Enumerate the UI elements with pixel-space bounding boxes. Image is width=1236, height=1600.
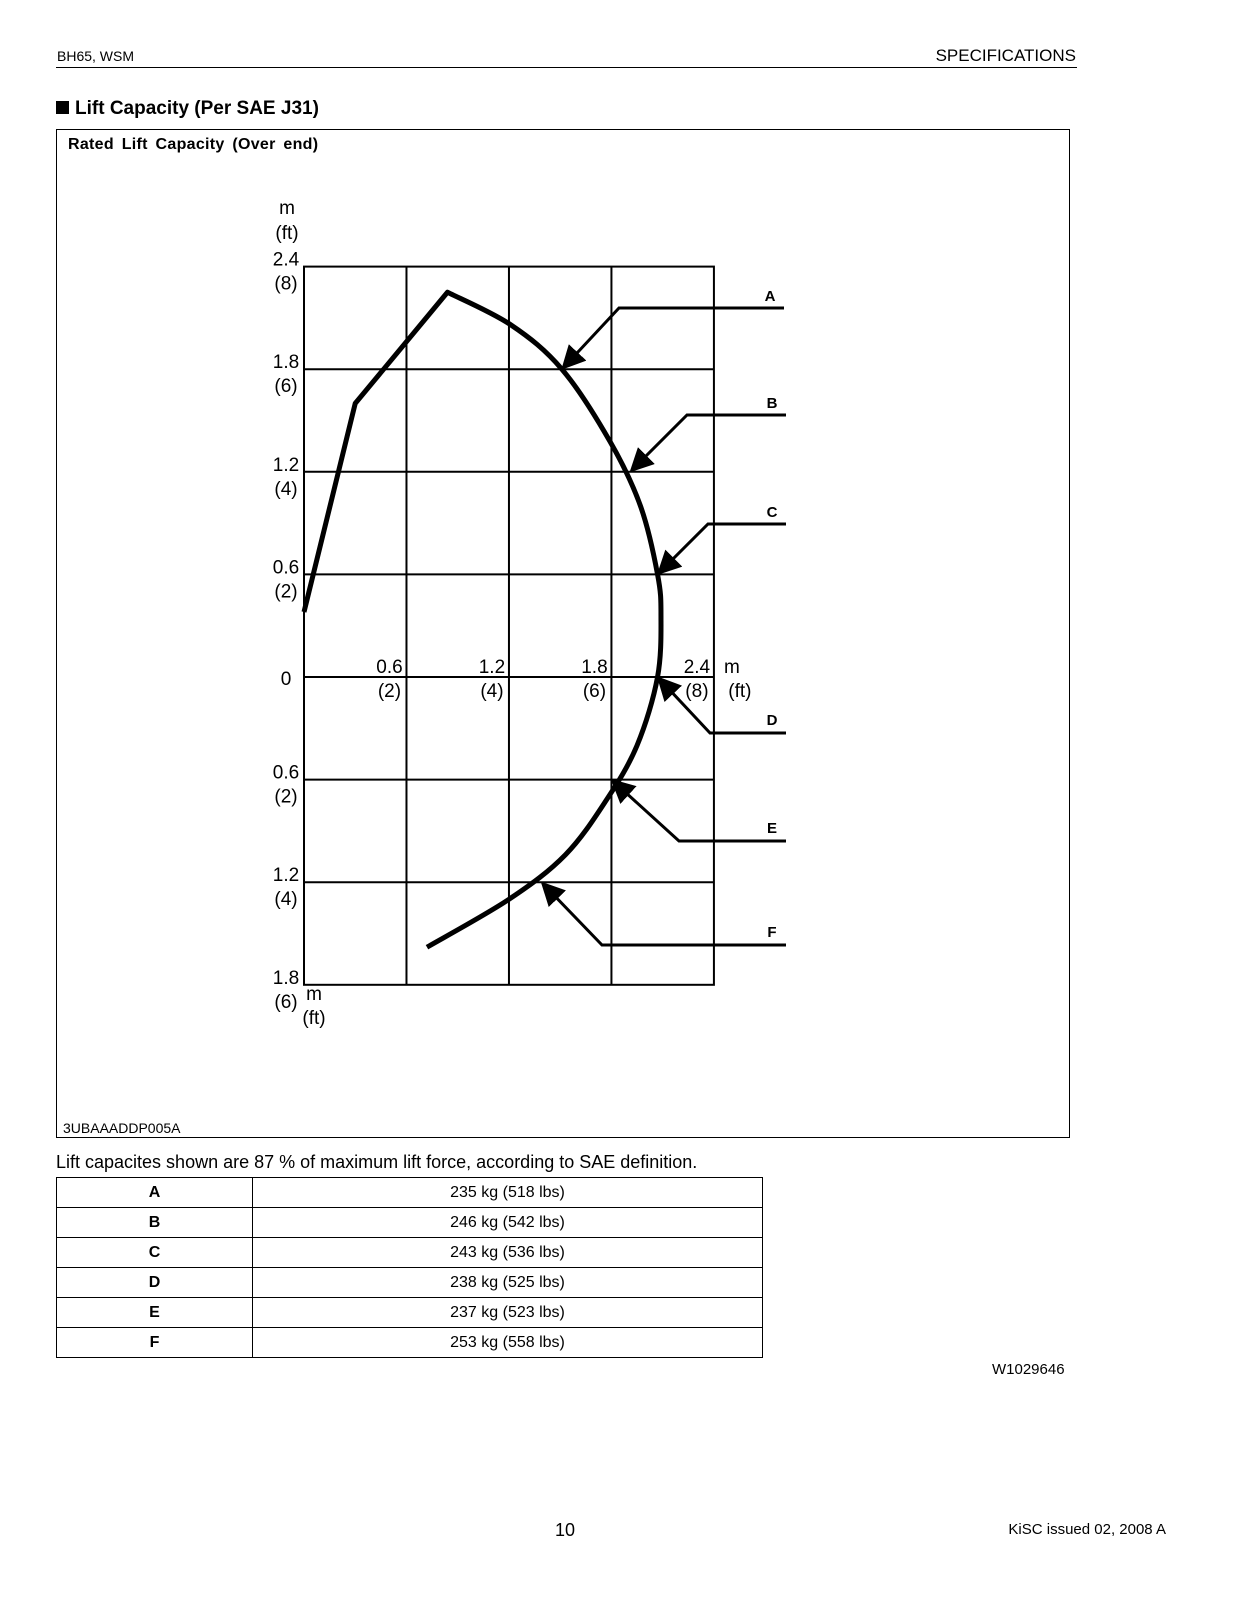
x-tick-label-ft: (2) <box>377 681 402 702</box>
y-tick-label-ft: (2) <box>274 786 298 808</box>
chart-callouts <box>543 288 786 945</box>
table-row <box>57 1178 763 1208</box>
y-bottom-unit: m <box>306 983 322 1005</box>
y-axis-unit-ft: (ft) <box>275 223 299 244</box>
section-title-text: Lift Capacity (Per SAE J31) <box>75 98 319 119</box>
y-bottom-unit-ft: (ft) <box>302 1007 326 1029</box>
chart-grid <box>304 267 714 985</box>
y-tick-label-zero: 0 <box>280 669 292 690</box>
table-row <box>57 1328 763 1358</box>
table-row <box>57 1208 763 1238</box>
y-tick-label: 0.6 <box>272 557 300 579</box>
table-point-cell: F <box>57 1328 253 1358</box>
figure-id: 3UBAAADDP005A <box>63 1120 181 1136</box>
table-value-cell: 235 kg (518 lbs) <box>253 1178 763 1208</box>
table-value-cell: 246 kg (542 lbs) <box>253 1208 763 1238</box>
y-axis-unit: m <box>279 198 295 219</box>
callout-leader <box>543 884 786 945</box>
table-row <box>57 1298 763 1328</box>
y-tick-label: 1.8 <box>272 967 300 989</box>
chart-axis-labels <box>273 198 752 1029</box>
issued-note: KiSC issued 02, 2008 A <box>1008 1521 1166 1538</box>
y-tick-label-ft: (6) <box>274 376 298 398</box>
callout-leader <box>563 308 784 368</box>
callout-label-e: E <box>766 820 778 837</box>
callout-label-a: A <box>764 288 776 305</box>
table-row <box>57 1238 763 1268</box>
x-axis-unit: m <box>724 657 740 678</box>
table-point-cell: A <box>57 1178 253 1208</box>
header-section: SPECIFICATIONS <box>935 46 1076 65</box>
table-point-cell: E <box>57 1298 253 1328</box>
callout-leader <box>659 524 786 573</box>
callout-leader <box>632 415 786 470</box>
lift-envelope-line <box>304 292 661 947</box>
table-point-cell: C <box>57 1238 253 1268</box>
y-tick-label: 0.6 <box>272 762 300 784</box>
x-tick-label-ft: (8) <box>685 681 709 702</box>
table-value-cell: 238 kg (525 lbs) <box>253 1268 763 1298</box>
document-id: W1029646 <box>992 1361 1065 1378</box>
x-tick-label: 1.2 <box>478 657 506 678</box>
table-value-cell: 253 kg (558 lbs) <box>253 1328 763 1358</box>
x-tick-label: 1.8 <box>581 657 608 678</box>
y-tick-label-ft: (2) <box>274 581 298 603</box>
callout-label-c: C <box>766 504 778 521</box>
callout-leader <box>613 781 786 841</box>
page-number: 10 <box>554 1520 576 1540</box>
callout-label-f: F <box>767 924 777 941</box>
callout-label-d: D <box>766 712 778 729</box>
x-tick-label: 0.6 <box>376 657 403 678</box>
x-tick-label: 2.4 <box>683 657 711 678</box>
y-tick-label-ft: (6) <box>274 991 298 1013</box>
y-tick-label: 1.8 <box>272 352 300 374</box>
table-value-cell: 237 kg (523 lbs) <box>253 1298 763 1328</box>
table-value-cell: 243 kg (536 lbs) <box>253 1238 763 1268</box>
y-tick-label: 1.2 <box>272 865 300 887</box>
x-tick-label-ft: (4) <box>480 681 504 702</box>
y-tick-label: 1.2 <box>272 454 300 476</box>
y-tick-label-ft: (8) <box>274 273 298 295</box>
y-tick-label: 2.4 <box>272 249 300 271</box>
figure-title: Rated Lift Capacity (Over end) <box>68 136 319 153</box>
capacity-table <box>56 1177 763 1358</box>
x-tick-label-ft: (6) <box>582 681 607 702</box>
callout-label-b: B <box>766 395 778 412</box>
x-axis-unit-ft: (ft) <box>728 681 752 702</box>
y-tick-label-ft: (4) <box>274 478 298 500</box>
capacity-note: Lift capacites shown are 87 % of maximum lift force, according to SAE definition. <box>56 1152 698 1172</box>
table-point-cell: D <box>57 1268 253 1298</box>
header-model: BH65, WSM <box>57 48 135 64</box>
y-tick-label-ft: (4) <box>274 889 298 911</box>
table-point-cell: B <box>57 1208 253 1238</box>
table-row <box>57 1268 763 1298</box>
